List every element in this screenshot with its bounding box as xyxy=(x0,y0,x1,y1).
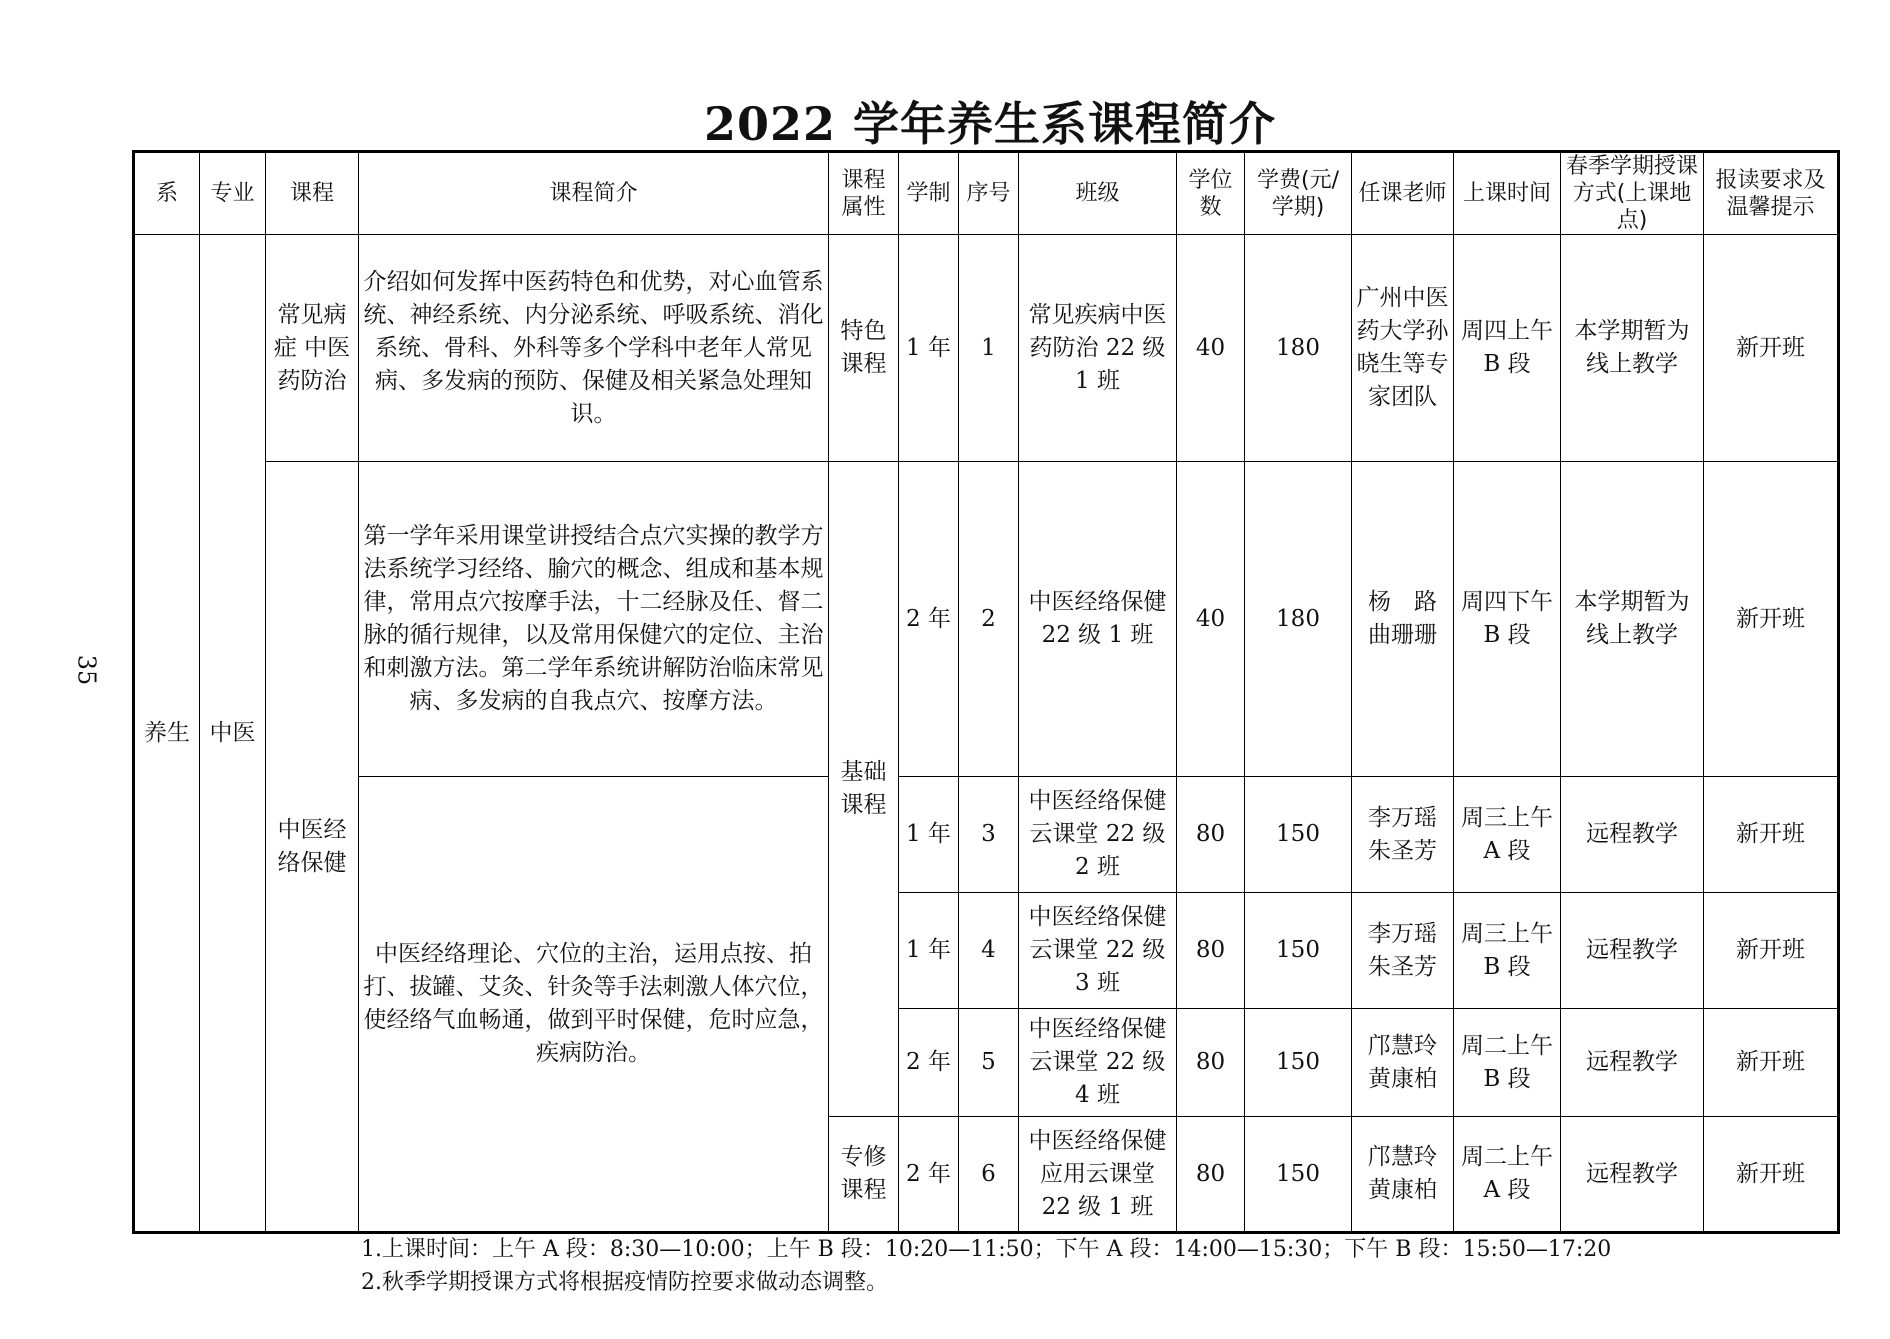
header-credits: 学位数 xyxy=(1177,152,1245,235)
class-cell: 常见疾病中医药防治 22 级 1 班 xyxy=(1019,235,1177,462)
intro-cell: 中医经络理论、穴位的主治，运用点按、拍打、拔罐、艾灸、针灸等手法刺激人体穴位，使经络气血畅通，做到平时保健，危时应急，疾病防治。 xyxy=(359,777,829,1233)
requirement-cell: 新开班 xyxy=(1704,235,1839,462)
header-years: 学制 xyxy=(899,152,959,235)
time-cell: 周四上午 B 段 xyxy=(1454,235,1561,462)
seq-cell: 3 xyxy=(959,777,1019,893)
years-cell: 1 年 xyxy=(899,777,959,893)
teacher-cell: 邝慧玲 黄康柏 xyxy=(1352,1117,1454,1233)
header-intro: 课程简介 xyxy=(359,152,829,235)
mode-cell: 远程教学 xyxy=(1561,777,1704,893)
header-time: 上课时间 xyxy=(1454,152,1561,235)
seq-cell: 6 xyxy=(959,1117,1019,1233)
intro-cell: 介绍如何发挥中医药特色和优势，对心血管系统、神经系统、内分泌系统、呼吸系统、消化系统、骨科、外科等多个学科中老年人常见病、多发病的预防、保健及相关紧急处理知识。 xyxy=(359,235,829,462)
mode-cell: 远程教学 xyxy=(1561,1009,1704,1117)
years-cell: 1 年 xyxy=(899,893,959,1009)
header-attribute: 课程属性 xyxy=(829,152,899,235)
teacher-cell: 杨 路 曲珊珊 xyxy=(1352,462,1454,777)
seq-cell: 2 xyxy=(959,462,1019,777)
table-row xyxy=(134,235,1839,462)
mode-cell: 远程教学 xyxy=(1561,1117,1704,1233)
credits-cell: 80 xyxy=(1177,893,1245,1009)
time-cell: 周三上午 A 段 xyxy=(1454,777,1561,893)
table-row xyxy=(134,462,1839,777)
mode-cell: 本学期暂为线上教学 xyxy=(1561,462,1704,777)
table-row xyxy=(134,777,1839,893)
page-number: 35 xyxy=(72,654,101,686)
time-cell: 周二上午 B 段 xyxy=(1454,1009,1561,1117)
class-cell: 中医经络保健云课堂 22 级 3 班 xyxy=(1019,893,1177,1009)
class-cell: 中医经络保健 22 级 1 班 xyxy=(1019,462,1177,777)
class-cell: 中医经络保健云课堂 22 级 4 班 xyxy=(1019,1009,1177,1117)
requirement-cell: 新开班 xyxy=(1704,1009,1839,1117)
credits-cell: 40 xyxy=(1177,462,1245,777)
header-teacher: 任课老师 xyxy=(1352,152,1454,235)
fee-cell: 150 xyxy=(1245,1009,1352,1117)
requirement-cell: 新开班 xyxy=(1704,462,1839,777)
course-cell: 中医经络保健 xyxy=(266,462,359,1233)
seq-cell: 4 xyxy=(959,893,1019,1009)
class-cell: 中医经络保健应用云课堂 22 级 1 班 xyxy=(1019,1117,1177,1233)
fee-cell: 150 xyxy=(1245,893,1352,1009)
intro-cell: 第一学年采用课堂讲授结合点穴实操的教学方法系统学习经络、腧穴的概念、组成和基本规律，常用点穴按摩手法，十二经脉及任、督二脉的循行规律，以及常用保健穴的定位、主治和刺激方法。第二学年系统讲解防治临床常见病、多发病的自我点穴、按摩方法。 xyxy=(359,462,829,777)
header-fee: 学费(元/学期) xyxy=(1245,152,1352,235)
mode-cell: 远程教学 xyxy=(1561,893,1704,1009)
dept-cell: 养生 xyxy=(134,235,200,1233)
seq-cell: 5 xyxy=(959,1009,1019,1117)
years-cell: 1 年 xyxy=(899,235,959,462)
course-cell: 常见病症 中医药防治 xyxy=(266,235,359,462)
time-cell: 周三上午 B 段 xyxy=(1454,893,1561,1009)
fee-cell: 150 xyxy=(1245,777,1352,893)
teacher-cell: 李万瑶 朱圣芳 xyxy=(1352,777,1454,893)
header-mode: 春季学期授课方式(上课地点) xyxy=(1561,152,1704,235)
fee-cell: 150 xyxy=(1245,1117,1352,1233)
header-seq: 序号 xyxy=(959,152,1019,235)
header-dept: 系 xyxy=(134,152,200,235)
years-cell: 2 年 xyxy=(899,1117,959,1233)
header-course: 课程 xyxy=(266,152,359,235)
attribute-cell: 专修课程 xyxy=(829,1117,899,1233)
footnote: 1.上课时间：上午 A 段：8:30—10:00；上午 B 段：10:20—11:50；下午 A 段：14:00—15:30；下午 B 段：15:50—17:20 xyxy=(361,1237,1612,1262)
footnote: 2.秋季学期授课方式将根据疫情防控要求做动态调整。 xyxy=(361,1270,888,1295)
course-table xyxy=(132,150,1840,1234)
credits-cell: 80 xyxy=(1177,1009,1245,1117)
header-major: 专业 xyxy=(200,152,266,235)
teacher-cell: 邝慧玲 黄康柏 xyxy=(1352,1009,1454,1117)
teacher-cell: 李万瑶 朱圣芳 xyxy=(1352,893,1454,1009)
credits-cell: 80 xyxy=(1177,777,1245,893)
time-cell: 周四下午 B 段 xyxy=(1454,462,1561,777)
fee-cell: 180 xyxy=(1245,462,1352,777)
page-title: 2022 学年养生系课程简介 xyxy=(703,97,1277,151)
years-cell: 2 年 xyxy=(899,1009,959,1117)
time-cell: 周二上午 A 段 xyxy=(1454,1117,1561,1233)
class-cell: 中医经络保健云课堂 22 级 2 班 xyxy=(1019,777,1177,893)
attribute-cell: 特色课程 xyxy=(829,235,899,462)
requirement-cell: 新开班 xyxy=(1704,893,1839,1009)
teacher-cell: 广州中医药大学孙晓生等专家团队 xyxy=(1352,235,1454,462)
major-cell: 中医 xyxy=(200,235,266,1233)
seq-cell: 1 xyxy=(959,235,1019,462)
header-class: 班级 xyxy=(1019,152,1177,235)
header-row xyxy=(134,152,1839,235)
credits-cell: 80 xyxy=(1177,1117,1245,1233)
years-cell: 2 年 xyxy=(899,462,959,777)
requirement-cell: 新开班 xyxy=(1704,777,1839,893)
attribute-cell: 基础课程 xyxy=(829,462,899,1117)
footnotes xyxy=(361,1233,1611,1299)
fee-cell: 180 xyxy=(1245,235,1352,462)
mode-cell: 本学期暂为线上教学 xyxy=(1561,235,1704,462)
credits-cell: 40 xyxy=(1177,235,1245,462)
header-requirement: 报读要求及温馨提示 xyxy=(1704,152,1839,235)
requirement-cell: 新开班 xyxy=(1704,1117,1839,1233)
